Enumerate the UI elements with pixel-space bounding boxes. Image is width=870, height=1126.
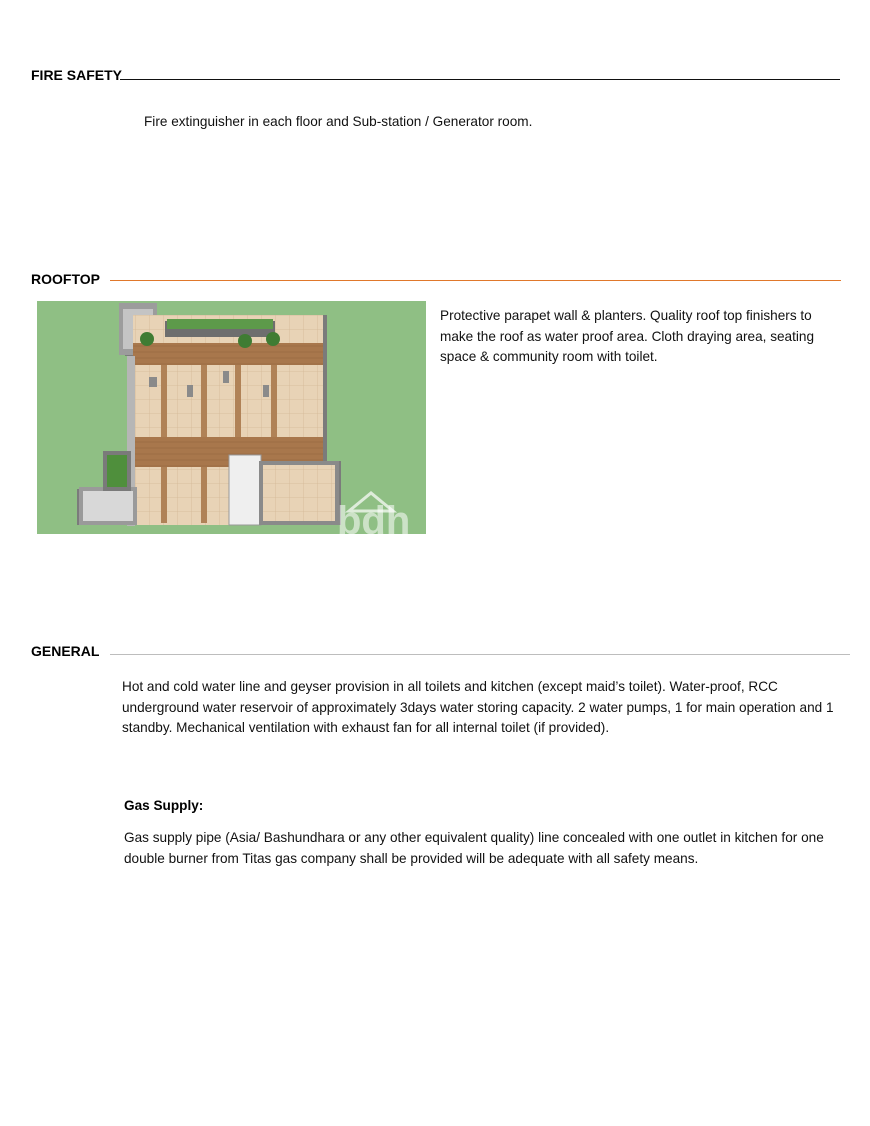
rooftop-text: Protective parapet wall & planters. Quality roof top finishers to make the roof as water proof area. Cloth draying area, seating space & community room with toilet. [440,308,815,364]
rooftop-render-image [37,301,426,534]
rooftop-heading: ROOFTOP [31,271,100,287]
gas-supply-heading: Gas Supply: [124,798,204,813]
general-heading: GENERAL [31,643,100,659]
fire-safety-heading: FIRE SAFETY [31,67,123,83]
gas-supply-text: Gas supply pipe (Asia/ Bashundhara or any other equivalent quality) line concealed with one outlet in kitchen for one double burner from Titas gas company shall be provided will be adequate with all safety means. [124,830,824,866]
watermark-text: bdh [337,499,411,534]
rooftop-rule [110,280,841,281]
fire-safety-rule [120,79,840,80]
general-text: Hot and cold water line and geyser provision in all toilets and kitchen (except maid’s toilet). Water-proof, RCC underground water reservoir of approximately 3days water storing capacity. 2 water pumps, 1 for main operation and 1 standby. Mechanical ventilation with exhaust fan for all internal toilet (if provided). [122,679,834,735]
general-rule [110,654,850,655]
fire-safety-text: Fire extinguisher in each floor and Sub-station / Generator room. [144,114,533,129]
